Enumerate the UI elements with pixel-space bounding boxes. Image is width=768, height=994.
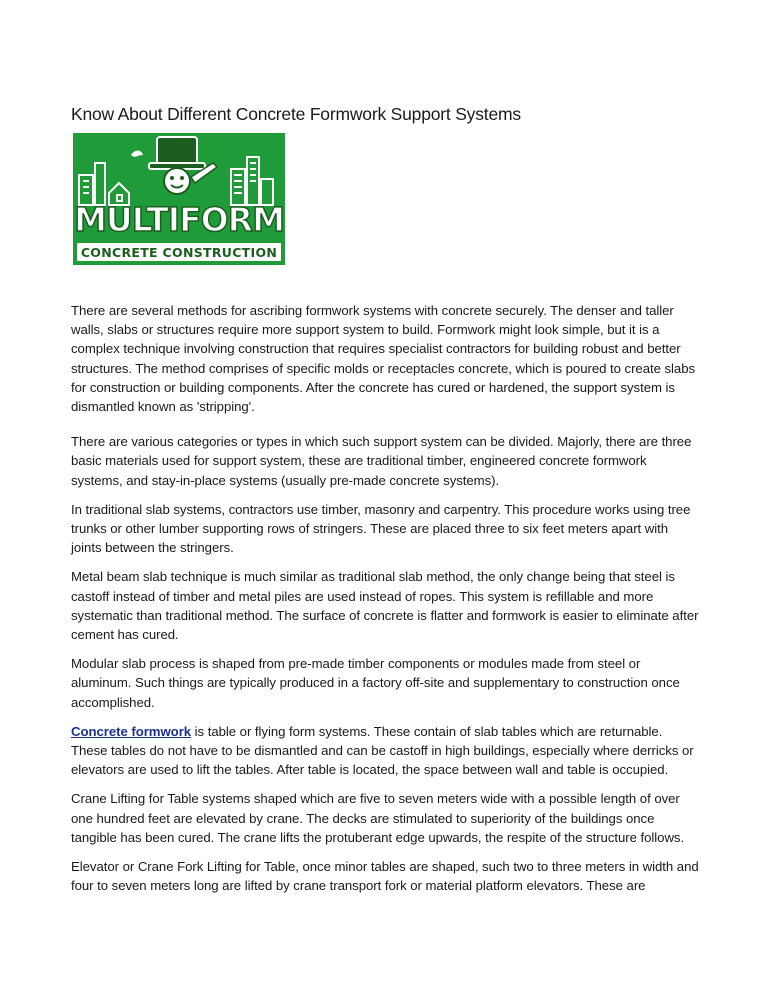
paragraph-crane-lifting: Crane Lifting for Table systems shaped which are five to seven meters wide with a possible length of over one hundred feet are elevated by crane. The decks are stimulated to superiority of the buildings once tangible has been cured. The crane lifts the protuberant edge upwards, the respite of the structure follows. [71, 791, 685, 845]
paragraph-traditional-slab: In traditional slab systems, contractors use timber, masonry and carpentry. This procedure works using tree trunks or other lumber supporting rows of stringers. These are placed three to six feet meters apart with joints between the stringers. [71, 501, 691, 556]
logo-brand-text: MULTIFORM [74, 200, 284, 239]
multiform-logo [73, 133, 285, 265]
paragraph-categories: There are various categories or types in which such support system can be divided. Majorly, there are three basic materials used for support system, these are traditional timber, engineered concrete formwork systems, and stay-in-place systems (usually pre-made concrete systems). [71, 434, 692, 488]
logo-tagline-text: CONCRETE CONSTRUCTION [80, 245, 278, 260]
concrete-formwork-text: is table or flying form systems. These contain of slab tables which are returnable. These tables do not have to be dismantled and can be castoff in high buildings, especially where derricks or elevators are used to lift the tables. After table is located, the space between wall and table is occupied. [71, 723, 694, 778]
page-title: Know About Different Concrete Formwork Support Systems [71, 104, 521, 124]
paragraph-intro: There are several methods for ascribing formwork systems with concrete securely. The denser and taller walls, slabs or structures require more support system to build. Formwork might look simple, but it is a complex technique involving construction that requires specialist contractors for building robust and better structures. The method comprises of specific molds or receptacles concrete, which is poured to create slabs for construction or building components. After the concrete has cured or hardened, the support system is dismantled known as 'stripping'. [71, 303, 696, 415]
paragraph-metal-beam: Metal beam slab technique is much similar as traditional slab method, the only change being that steel is castoff instead of timber and metal piles are used instead of ropes. This system is refillable and more systematic than traditional method. The surface of concrete is flatter and formwork is easier to eliminate after cement has cured. [71, 569, 699, 643]
concrete-formwork-link[interactable]: Concrete formwork [71, 723, 192, 739]
paragraph-elevator-crane: Elevator or Crane Fork Lifting for Table, once minor tables are shaped, such two to three meters in width and four to seven meters long are lifted by crane transport fork or material platform elevators. These are [71, 859, 699, 894]
paragraph-concrete-formwork [71, 722, 699, 780]
paragraph-modular-slab: Modular slab process is shaped from pre-made timber components or modules made from steel or aluminum. Such things are typically produced in a factory off-site and supplementary to construction once accomplished. [71, 656, 680, 710]
article-body [71, 301, 699, 905]
